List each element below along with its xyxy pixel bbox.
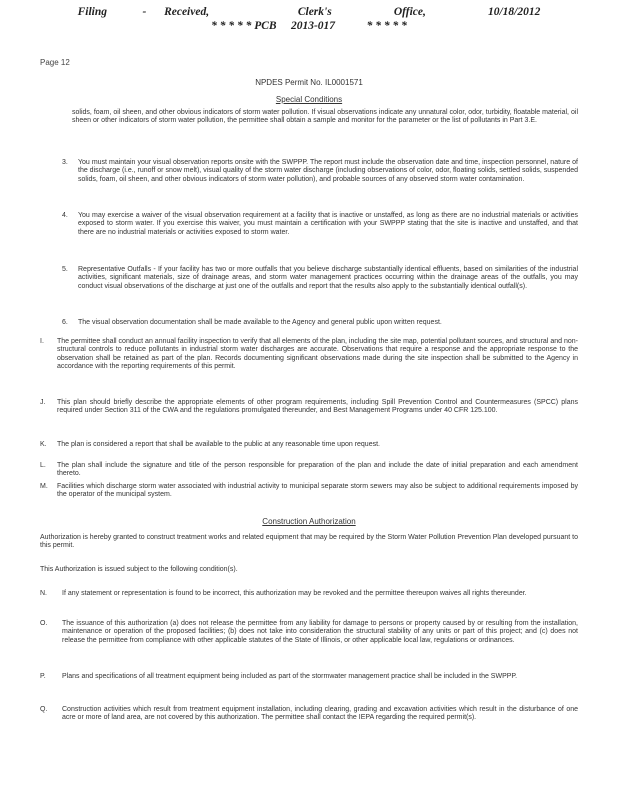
item-number: 5. [62,266,68,273]
municipal-sewers-paragraph: Facilities which discharge storm water associated with industrial activity to municipal separate storm sewers may also be subject to additional requirements imposed by the operator of the municipal system. [57,483,578,499]
item-letter: P. [40,673,46,680]
continuation-paragraph: solids, foam, oil sheen, and other obvious indicators of storm water pollution. If visual observations indicate any unnatural color, odor, turbidity, floatable material, oil sheen or other indicators of storm water pollution, the permittee shall obtain a sample and monitor for the parameter or the list of pollutants in Part 3.E. [72,109,578,125]
waiver-paragraph: You may exercise a waiver of the visual observation requirement at a facility that is inactive or unstaffed, as long as there are no industrial materials or activities exposed to storm water. If you exercise this waiver, you must maintain a certification with your SWPPP stating that the site is inactive and unstaffed, and that there are no industrial materials or activities exposed to storm water. [78,212,578,236]
annual-inspection-paragraph: The permittee shall conduct an annual facility inspection to verify that all elements of the plan, including the site map, potential pollutant sources, and structural and non-structural controls to reduce pollutants in industrial storm water discharges are accurate. Observations that require a response and the appropriate response to the observation shall be retained as part of the plan. Records documenting significant observations made during the site inspection shall be submitted to the Agency in accordance with the reporting requirements of this permit. [57,338,578,370]
item-letter: M. [40,483,48,490]
spcc-paragraph: This plan should briefly describe the appropriate elements of other program requirements, including Spill Prevention Control and Countermeasures (SPCC) plans required under Section 311 of the CWA and the regulations promulgated thereunder, and Best Management Programs under 40 CFR 125.100. [57,399,578,415]
item-letter: J. [40,399,46,406]
page-label: Page 12 [40,58,70,67]
documentation-paragraph: The visual observation documentation shall be made available to the Agency and general public upon written request. [78,319,442,326]
construction-activities-paragraph: Construction activities which result from treatment equipment installation, including clearing, grading and excavation activities which result in the disturbance of one acre or more of land area, are not covered by this authorization. The permittee shall contact the IEPA regarding the required permit(s). [62,706,578,722]
item-letter: Q. [40,706,48,713]
item-letter: I. [40,338,44,345]
item-letter: L. [40,462,46,469]
plans-specifications-paragraph: Plans and specifications of all treatment equipment being included as part of the stormwater management practice shall be included in the SWPPP. [62,673,518,680]
item-number: 3. [62,159,68,166]
filing-stamp-line2: * * * * * PCB 2013-017 * * * * * [211,20,407,32]
revocation-paragraph: If any statement or representation is found to be incorrect, this authorization may be revoked and the permittee thereupon waives all rights thereunder. [62,590,527,597]
item-letter: N. [40,590,47,597]
item-number: 4. [62,212,68,219]
signature-paragraph: The plan shall include the signature and title of the person responsible for preparation of the plan and include the date of initial preparation and each amendment thereto. [57,462,578,478]
authorization-intro: Authorization is hereby granted to construct treatment works and related equipment that may be required by the Storm Water Pollution Prevention Plan developed pursuant to this permit. [40,534,578,550]
special-conditions-heading: Special Conditions [275,95,343,104]
representative-outfalls-paragraph: Representative Outfalls - If your facility has two or more outfalls that you believe discharge substantially identical effluents, based on similarities of the industrial activities, significant materials, size of drainage areas, and storm water management practices occurring within the drainage areas of the outfalls, you may conduct visual observations of the discharge at just one of the outfalls and report that the results also apply to the substantially identical outfall(s). [78,266,578,290]
permit-number: NPDES Permit No. IL0001571 [255,78,363,87]
public-report-paragraph: The plan is considered a report that shall be available to the public at any reasonable time upon request. [57,441,380,448]
construction-authorization-heading: Construction Authorization [262,517,356,526]
liability-paragraph: The issuance of this authorization (a) does not release the permittee from any liability for damage to persons or property caused by or resulting from the installation, maintenance or operation of the proposed facilities; (b) does not take into consideration the structural stability of any units or part of this project; and (c) does not release the permittee from compliance with other applicable statutes of the State of Illinois, or other applicable local law, regulations or ordinances. [62,620,578,644]
item-letter: K. [40,441,47,448]
item-number: 6. [62,319,68,326]
authorization-subject: This Authorization is issued subject to the following condition(s). [40,566,238,573]
filing-stamp-line1: Filing - Received, Clerk's Office, 10/18/2012 [77,6,541,18]
visual-observation-reports-paragraph: You must maintain your visual observation reports onsite with the SWPPP. The report must include the observation date and time, inspection personnel, nature of the discharge (i.e., runoff or snow melt), visual quality of the storm water discharge (including observations of color, odor, floating solids, settled solids, suspended solids, foam, oil sheen, and other obvious indicators of storm water pollution), and probable sources of any observed storm water contamination. [78,159,578,183]
item-letter: O. [40,620,48,627]
